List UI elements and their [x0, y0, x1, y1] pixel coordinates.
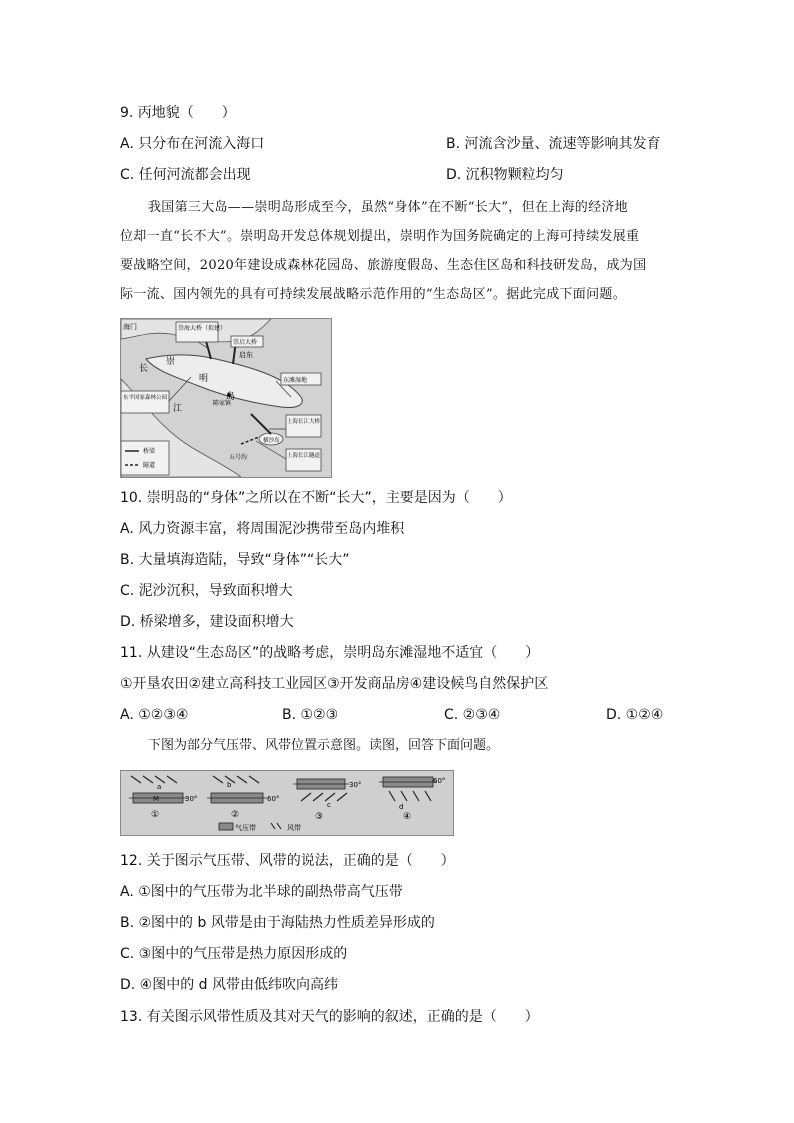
map-label-dongtan: 东滩湿地	[283, 377, 308, 384]
lat-label-4: 60°	[433, 777, 446, 785]
map-graphic	[121, 319, 331, 477]
map-label-chongqi-bridge: 崇启大桥	[233, 339, 258, 346]
map-label-haimen: 海门	[123, 323, 137, 331]
panel-num-3: ③	[315, 812, 324, 822]
q10-option-b: B. 大量填海造陆，导致“身体”“长大”	[120, 552, 350, 568]
map-label-chenjiazhen: 陈家镇	[213, 400, 232, 407]
q12-option-b: B. ②图中的 b 风带是由于海陆热力性质差异形成的	[120, 915, 435, 931]
belt-label-m: M	[153, 795, 160, 803]
lat-label-2: 60°	[267, 795, 280, 803]
legend-pressure-belt: 气压带	[235, 824, 256, 832]
q11-option-c: C. ②③④	[444, 707, 501, 723]
chongming-passage	[120, 193, 680, 309]
q12-option-d: D. ④图中的 d 风带由低纬吹向高纬	[120, 977, 339, 993]
q10-option-c: C. 泥沙沉积，导致面积增大	[120, 583, 293, 599]
legend-wind-belt: 风带	[287, 824, 301, 832]
map-legend-bridge: 桥梁	[143, 448, 156, 455]
map-label-hengsha: 横沙岛	[263, 438, 280, 444]
passage-line: 我国第三大岛——崇明岛形成至今，虽然“身体”在不断“长大”，但在上海的经济地	[148, 200, 628, 215]
q9-option-a: A. 只分布在河流入海口	[120, 136, 265, 152]
panel-num-1: ①	[151, 810, 160, 820]
passage-line: 位却一直“长不大”。崇明岛开发总体规划提出，崇明作为国务院确定的上海可持续发展重	[120, 229, 640, 244]
question-13-stem: 13. 有关图示风带性质及其对天气的影响的叙述，正确的是（ ）	[120, 1009, 539, 1025]
wind-label-a: a	[157, 783, 162, 791]
q11-option-b: B. ①②③	[282, 707, 339, 723]
wind-figure-intro: 下图为部分气压带、风带位置示意图。读图，回答下面问题。	[148, 738, 500, 753]
map-label-jiang: 江	[173, 404, 183, 414]
passage-line: 际一流、国内领先的具有可持续发展战略示范作用的“生态岛区”。据此完成下面问题。	[120, 287, 626, 302]
map-label-qidong: 启东	[239, 351, 253, 359]
map-label-chang: 长	[139, 364, 149, 374]
wind-figure-graphic	[121, 771, 453, 835]
panel-num-4: ④	[403, 812, 412, 822]
q12-option-c: C. ③图中的气压带是热力原因形成的	[120, 946, 348, 962]
map-label-chonghai-bridge: 崇海大桥（拟建）	[178, 325, 227, 332]
question-9-stem: 9. 丙地貌（ ）	[120, 105, 236, 121]
map-label-wuhaogou: 五号沟	[229, 454, 248, 461]
wind-label-b: b	[227, 781, 232, 789]
wind-label-c: c	[327, 801, 331, 809]
map-legend-tunnel: 隧道	[143, 462, 156, 469]
q11-option-d: D. ①②④	[606, 707, 664, 723]
wind-label-d: d	[399, 803, 404, 811]
lat-label-3: 30°	[349, 781, 362, 789]
chongming-map	[120, 318, 332, 478]
map-label-ming: 明	[199, 374, 209, 384]
map-label-dao: 岛	[226, 392, 236, 402]
question-10-stem: 10. 崇明岛的“身体”之所以在不断“长大”，主要是因为（ ）	[120, 490, 512, 506]
passage-line: 要战略空间，2020年建设成森林花园岛、旅游度假岛、生态住区岛和科技研发岛，成为国	[120, 258, 647, 273]
question-12-stem: 12. 关于图示气压带、风带的说法，正确的是（ ）	[120, 853, 455, 869]
q11-option-a: A. ①②③④	[120, 707, 189, 723]
q10-option-a: A. 风力资源丰富，将周围泥沙携带至岛内堆积	[120, 521, 405, 537]
q10-option-d: D. 桥梁增多，建设面积增大	[120, 614, 294, 630]
q9-option-d: D. 沉积物颗粒均匀	[446, 167, 564, 183]
map-label-shanghai-bridge: 上海长江大桥	[287, 419, 321, 425]
map-label-shanghai-tunnel: 上海长江隧道	[287, 453, 321, 459]
map-label-chong: 崇	[166, 357, 176, 367]
panel-num-2: ②	[231, 810, 240, 820]
q12-option-a: A. ①图中的气压带为北半球的副热带高气压带	[120, 884, 403, 900]
lat-label-1: 30°	[185, 795, 198, 803]
q9-option-b: B. 河流含沙量、流速等影响其发育	[446, 136, 661, 152]
map-label-dongping: 东平国家森林公园	[123, 395, 168, 401]
pressure-wind-figure	[120, 770, 454, 836]
q11-items: ①开垦农田②建立高科技工业园区③开发商品房④建设候鸟自然保护区	[120, 676, 549, 692]
question-11-stem: 11. 从建设“生态岛区”的战略考虑，崇明岛东滩湿地不适宜（ ）	[120, 645, 540, 661]
q9-option-c: C. 任何河流都会出现	[120, 167, 251, 183]
